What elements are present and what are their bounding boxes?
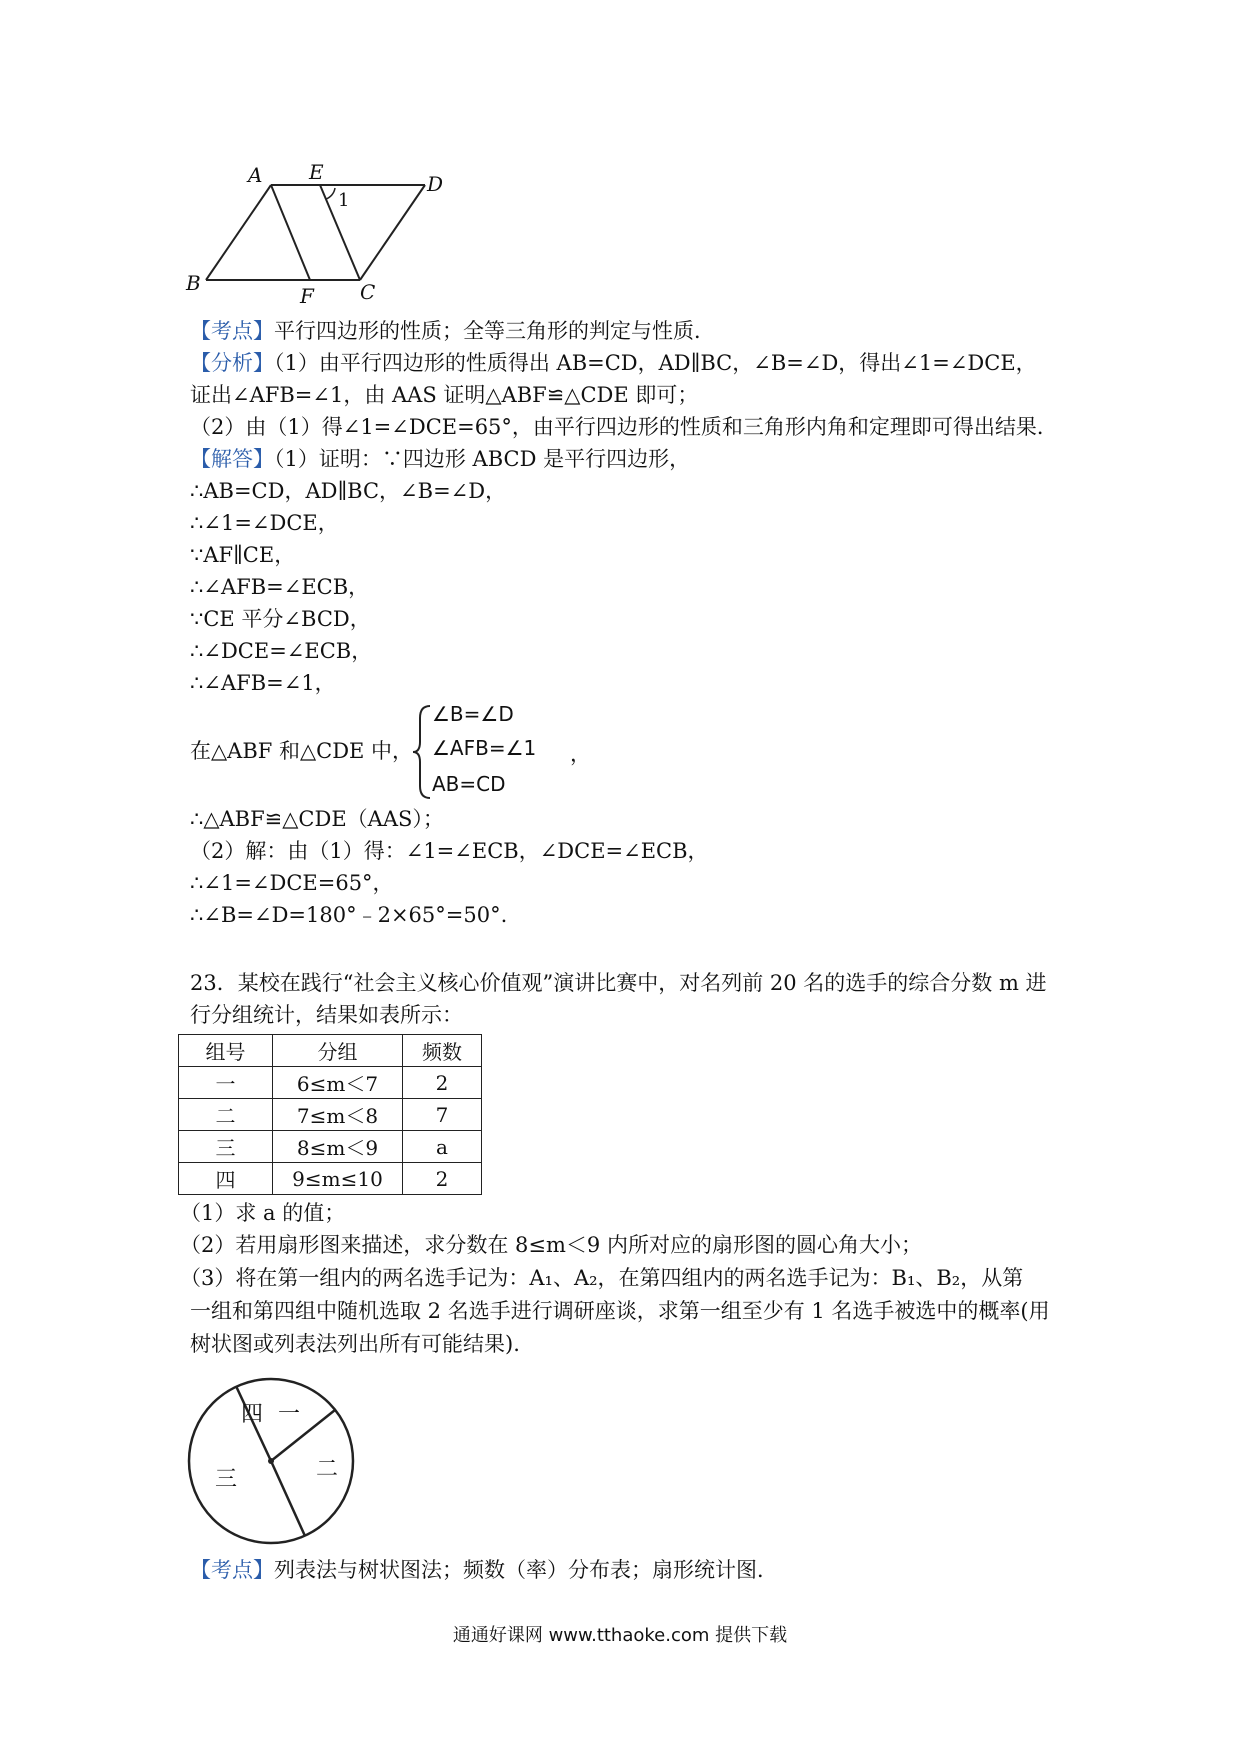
table-row	[179, 1099, 482, 1131]
part2-line: （2）解：由（1）得：∠1=∠ECB，∠DCE=∠ECB，	[190, 839, 709, 863]
pie-label-three: 三	[215, 1467, 238, 1492]
q23-kaodian	[190, 1555, 778, 1585]
table-cell: 一	[179, 1067, 273, 1099]
table-cell: 2	[403, 1163, 482, 1195]
question-23-line: 行分组统计，结果如表所示：	[190, 1003, 463, 1027]
kaodian-tag: 【考点】	[190, 319, 274, 343]
table-header-row	[179, 1035, 482, 1067]
kaodian-tag: 【考点】	[190, 1558, 274, 1582]
table-row	[179, 1131, 482, 1163]
question-23-line: 23．某校在践行“社会主义核心价值观”演讲比赛中，对名列前 20 名的选手的综合分数 m 进	[190, 971, 1047, 995]
table-row	[179, 1163, 482, 1195]
page-footer: 通通好课网 www.tthaoke.com 提供下载	[452, 1625, 788, 1646]
table-cell: 7	[403, 1099, 482, 1131]
sub-question: （2）若用扇形图来描述，求分数在 8≤m＜9 内所对应的扇形图的圆心角大小；	[180, 1233, 922, 1257]
jieda-tag: 【解答】	[190, 447, 274, 471]
table-cell: 二	[179, 1099, 273, 1131]
part2-line: ∴∠1=∠DCE=65°，	[190, 871, 394, 895]
table-row	[179, 1067, 482, 1099]
point-label-e: E	[309, 160, 324, 184]
q22-kaodian	[190, 316, 715, 346]
brace-item: AB=CD	[432, 772, 506, 796]
kaodian-text: 平行四边形的性质；全等三角形的判定与性质．	[274, 319, 715, 343]
fenxi-line: 证出∠AFB=∠1，由 AAS 证明△ABF≌△CDE 即可；	[190, 383, 699, 407]
table-header: 分组	[273, 1035, 403, 1067]
point-label-d: D	[427, 172, 444, 196]
pie-label-two: 二	[316, 1457, 339, 1482]
proof-line: ∴∠AFB=∠ECB，	[190, 575, 370, 599]
fenxi-tag: 【分析】	[190, 351, 274, 375]
table-cell: a	[403, 1131, 482, 1163]
table-cell: 9≤m≤10	[273, 1163, 403, 1195]
proof-line: ∴∠AFB=∠1，	[190, 671, 336, 695]
table-cell: 7≤m＜8	[273, 1099, 403, 1131]
sub-question: 一组和第四组中随机选取 2 名选手进行调研座谈，求第一组至少有 1 名选手被选中的概率(用	[190, 1299, 1050, 1323]
angle-label-1: 1	[338, 190, 350, 211]
proof-line: ∵AF∥CE，	[190, 543, 296, 567]
table-cell: 6≤m＜7	[273, 1067, 403, 1099]
proof-line: ∴AB=CD，AD∥BC，∠B=∠D，	[190, 479, 507, 503]
table-cell: 三	[179, 1131, 273, 1163]
left-brace	[410, 702, 434, 802]
pie-label-one: 一	[278, 1402, 301, 1427]
point-label-b: B	[186, 271, 201, 295]
brace-item: ∠B=∠D	[432, 702, 514, 726]
table-cell: 四	[179, 1163, 273, 1195]
point-label-c: C	[360, 280, 376, 304]
frequency-table	[178, 1034, 482, 1195]
brace-item: ∠AFB=∠1	[432, 736, 537, 760]
point-label-a: A	[248, 163, 263, 187]
point-label-f: F	[300, 284, 314, 308]
pie-label-four: 四	[241, 1402, 264, 1427]
in-triangles-text: 在△ABF 和△CDE 中，	[190, 739, 414, 763]
sub-question: （3）将在第一组内的两名选手记为：A₁、A₂，在第四组内的两名选手记为：B₁、B₂，从第	[180, 1266, 1024, 1290]
proof-line: ∴∠DCE=∠ECB，	[190, 639, 373, 663]
fenxi-line: （1）由平行四边形的性质得出 AB=CD，AD∥BC，∠B=∠D，得出∠1=∠DCE，	[274, 351, 1037, 375]
table-header: 频数	[403, 1035, 482, 1067]
proof-conclusion: ∴△ABF≌△CDE（AAS）；	[190, 807, 444, 831]
table-cell: 8≤m＜9	[273, 1131, 403, 1163]
sub-question: （1）求 a 的值；	[180, 1201, 346, 1225]
proof-line: ∴∠1=∠DCE，	[190, 511, 339, 535]
fenxi-line: （2）由（1）得∠1=∠DCE=65°，由平行四边形的性质和三角形内角和定理即可得出结果．	[190, 415, 1058, 439]
proof-line: （1）证明：∵四边形 ABCD 是平行四边形，	[274, 447, 691, 471]
brace-comma: ，	[570, 742, 591, 766]
table-cell: 2	[403, 1067, 482, 1099]
proof-line: ∵CE 平分∠BCD，	[190, 607, 371, 631]
q22-jieda	[190, 444, 690, 474]
sub-question: 树状图或列表法列出所有可能结果).	[190, 1332, 520, 1356]
q22-fenxi	[190, 348, 1037, 378]
kaodian-text: 列表法与树状图法；频数（率）分布表；扇形统计图．	[274, 1558, 778, 1582]
table-header: 组号	[179, 1035, 273, 1067]
part2-line: ∴∠B=∠D=180°﹣2×65°=50°.	[190, 903, 508, 927]
